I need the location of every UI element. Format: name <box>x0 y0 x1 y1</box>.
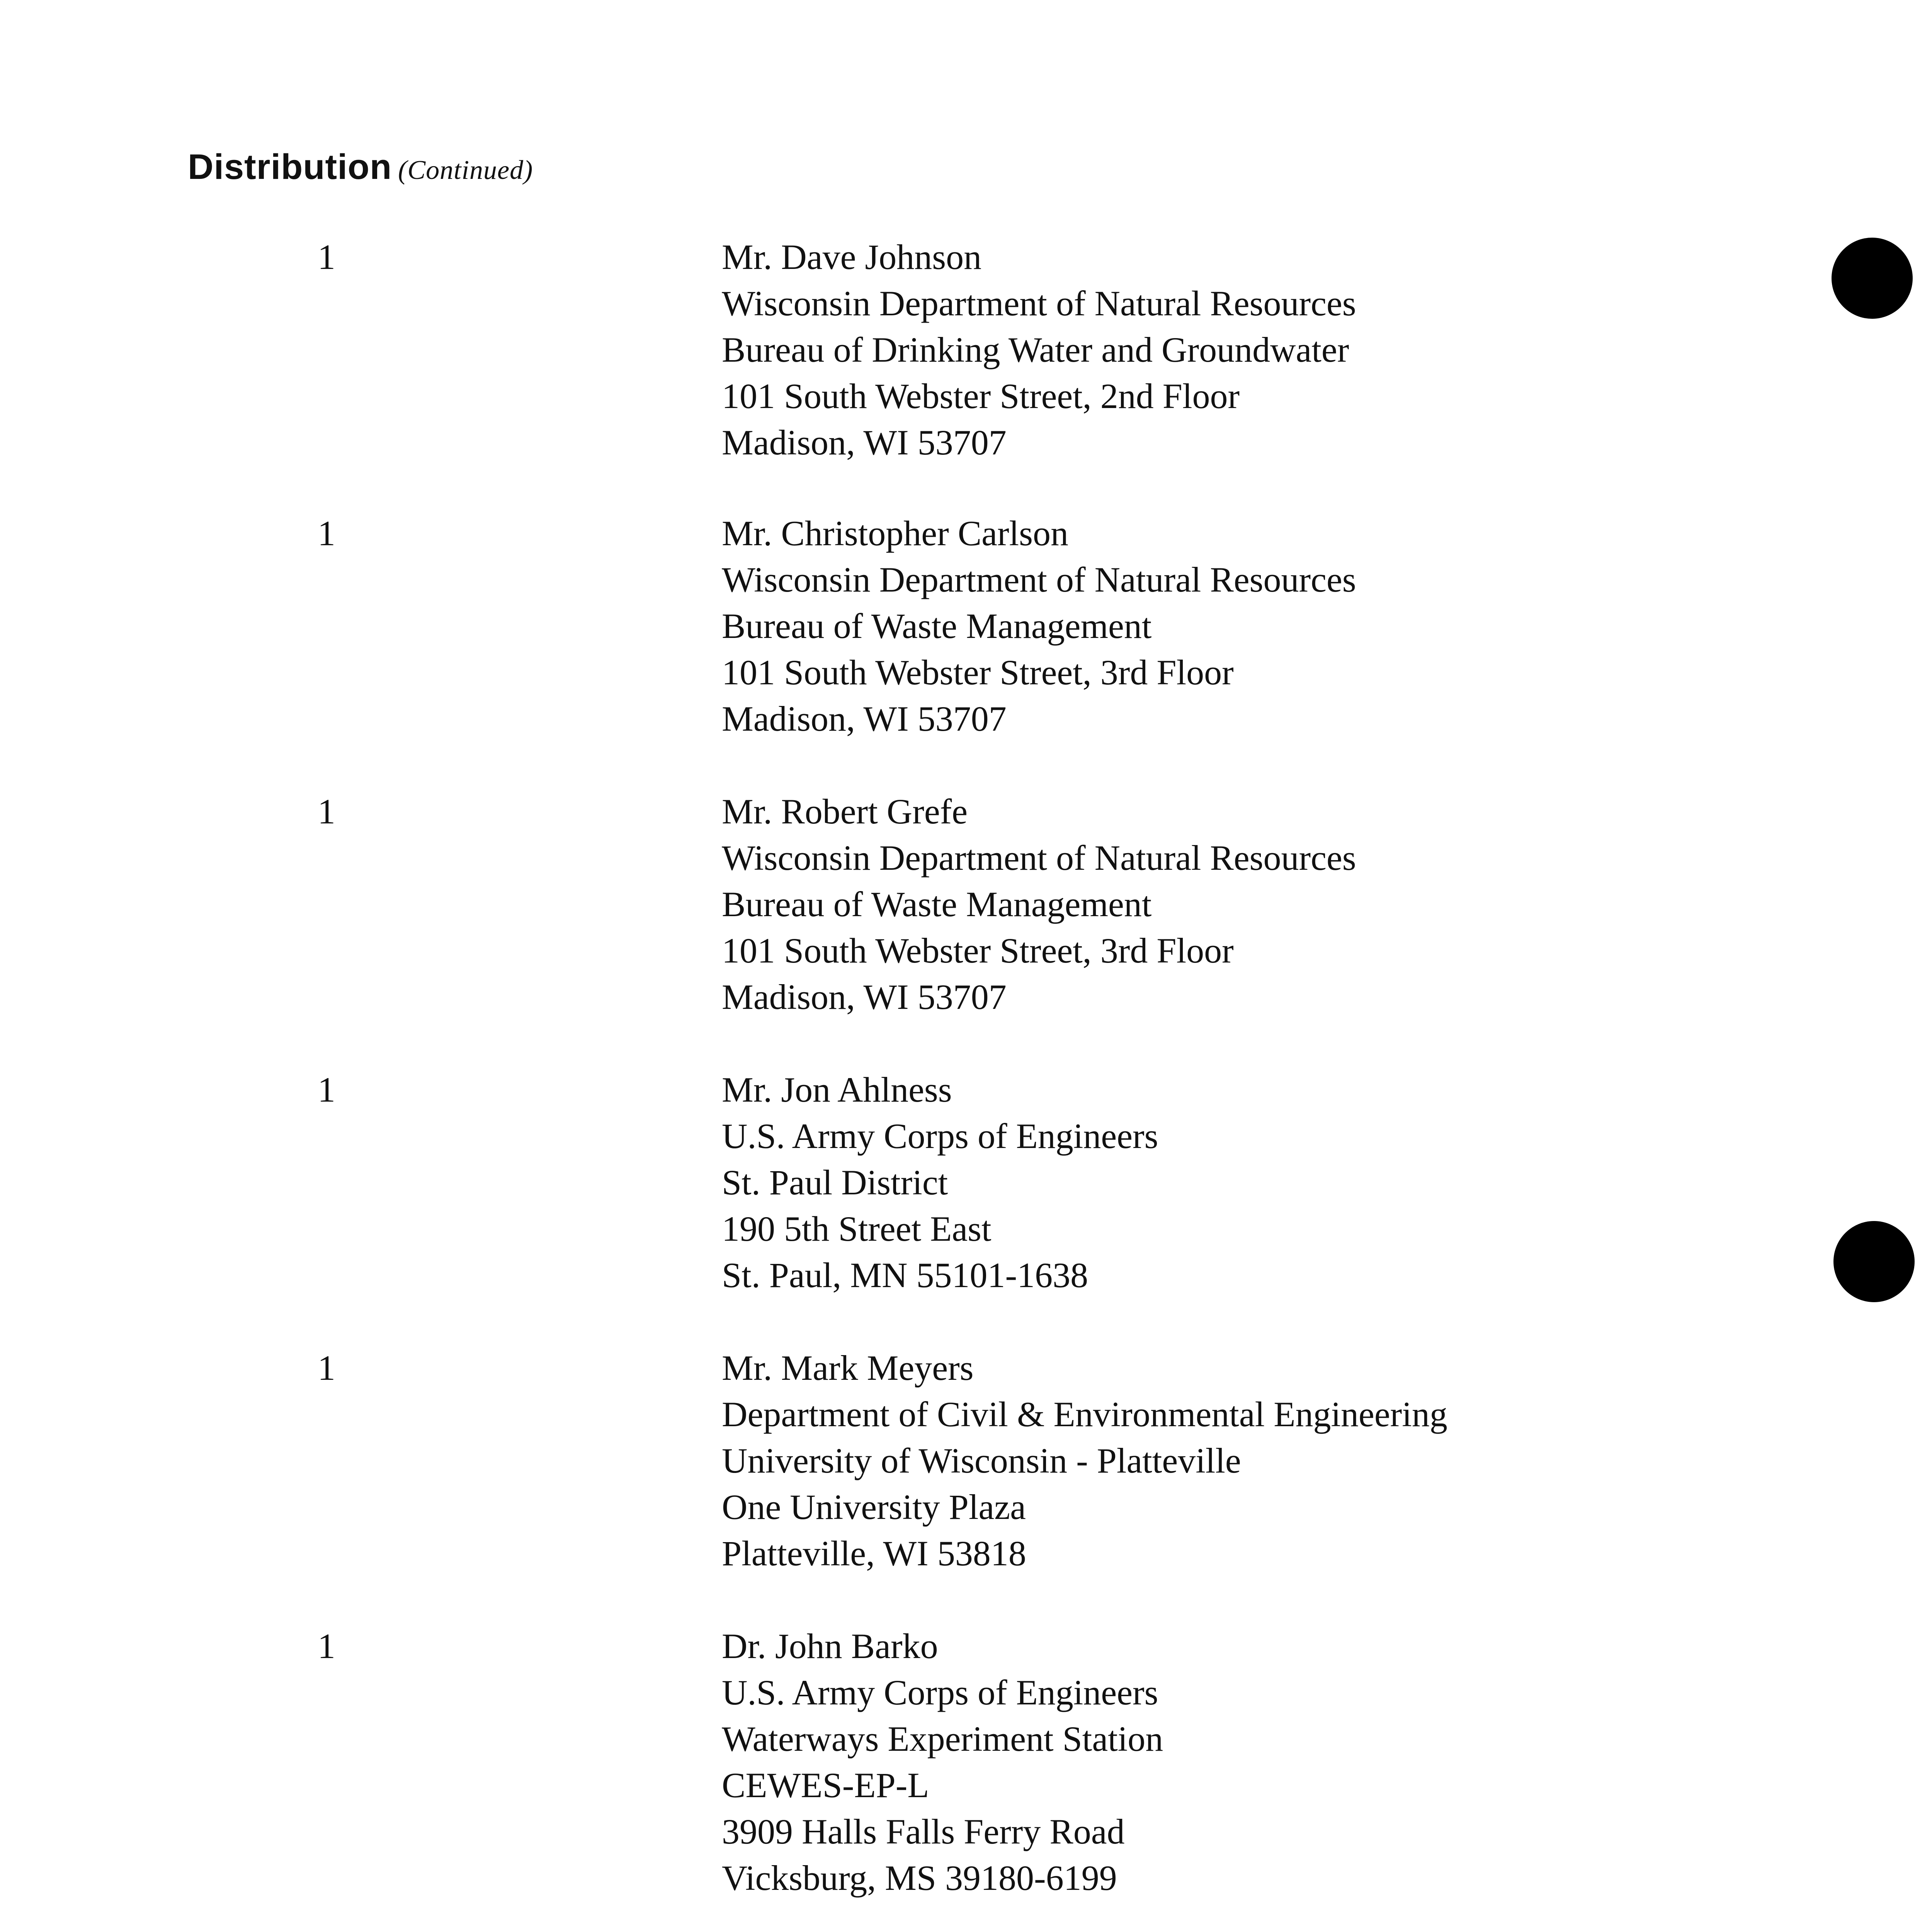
address-line: Mr. Mark Meyers <box>722 1348 974 1388</box>
entry-quantity: 1 <box>318 1626 335 1666</box>
entry-address <box>722 1345 1447 1577</box>
punch-hole <box>1832 238 1913 319</box>
address-line: U.S. Army Corps of Engineers <box>722 1673 1158 1712</box>
entry-address <box>722 234 1356 466</box>
section-heading <box>188 147 533 187</box>
address-line: Wisconsin Department of Natural Resources <box>722 284 1356 323</box>
entry-quantity: 1 <box>318 514 335 553</box>
address-line: St. Paul District <box>722 1163 948 1202</box>
heading-subtitle: (Continued) <box>398 155 533 185</box>
entry-address <box>722 788 1356 1020</box>
address-line: U.S. Army Corps of Engineers <box>722 1116 1158 1156</box>
address-line: University of Wisconsin - Platteville <box>722 1441 1241 1480</box>
address-line: 101 South Webster Street, 2nd Floor <box>722 376 1240 416</box>
address-line: Madison, WI 53707 <box>722 423 1007 462</box>
address-line: Madison, WI 53707 <box>722 977 1007 1017</box>
address-line: Bureau of Drinking Water and Groundwater <box>722 330 1349 369</box>
entry-quantity: 1 <box>318 1348 335 1388</box>
address-line: Vicksburg, MS 39180-6199 <box>722 1858 1117 1898</box>
address-line: Department of Civil & Environmental Engineering <box>722 1395 1447 1434</box>
address-line: Wisconsin Department of Natural Resources <box>722 560 1356 599</box>
entry-quantity: 1 <box>318 792 335 831</box>
entry-address <box>722 510 1356 742</box>
address-line: Mr. Christopher Carlson <box>722 514 1068 553</box>
address-line: Waterways Experiment Station <box>722 1719 1163 1759</box>
punch-hole <box>1833 1221 1915 1302</box>
address-line: 101 South Webster Street, 3rd Floor <box>722 653 1234 692</box>
address-line: Dr. John Barko <box>722 1626 938 1666</box>
entry-quantity: 1 <box>318 237 335 277</box>
address-line: 101 South Webster Street, 3rd Floor <box>722 931 1234 970</box>
address-line: Mr. Jon Ahlness <box>722 1070 952 1109</box>
entry-address <box>722 1623 1163 1901</box>
address-line: Bureau of Waste Management <box>722 606 1152 646</box>
address-line: Mr. Robert Grefe <box>722 792 968 831</box>
address-line: St. Paul, MN 55101-1638 <box>722 1255 1088 1295</box>
address-line: Platteville, WI 53818 <box>722 1534 1026 1573</box>
address-line: CEWES-EP-L <box>722 1765 929 1805</box>
address-line: Wisconsin Department of Natural Resources <box>722 838 1356 878</box>
address-line: Mr. Dave Johnson <box>722 237 982 277</box>
entry-address <box>722 1066 1158 1298</box>
heading-title: Distribution <box>188 147 392 187</box>
address-line: One University Plaza <box>722 1487 1026 1527</box>
address-line: Bureau of Waste Management <box>722 884 1152 924</box>
address-line: 190 5th Street East <box>722 1209 992 1248</box>
address-line: Madison, WI 53707 <box>722 699 1007 738</box>
entry-quantity: 1 <box>318 1070 335 1109</box>
address-line: 3909 Halls Falls Ferry Road <box>722 1812 1125 1851</box>
